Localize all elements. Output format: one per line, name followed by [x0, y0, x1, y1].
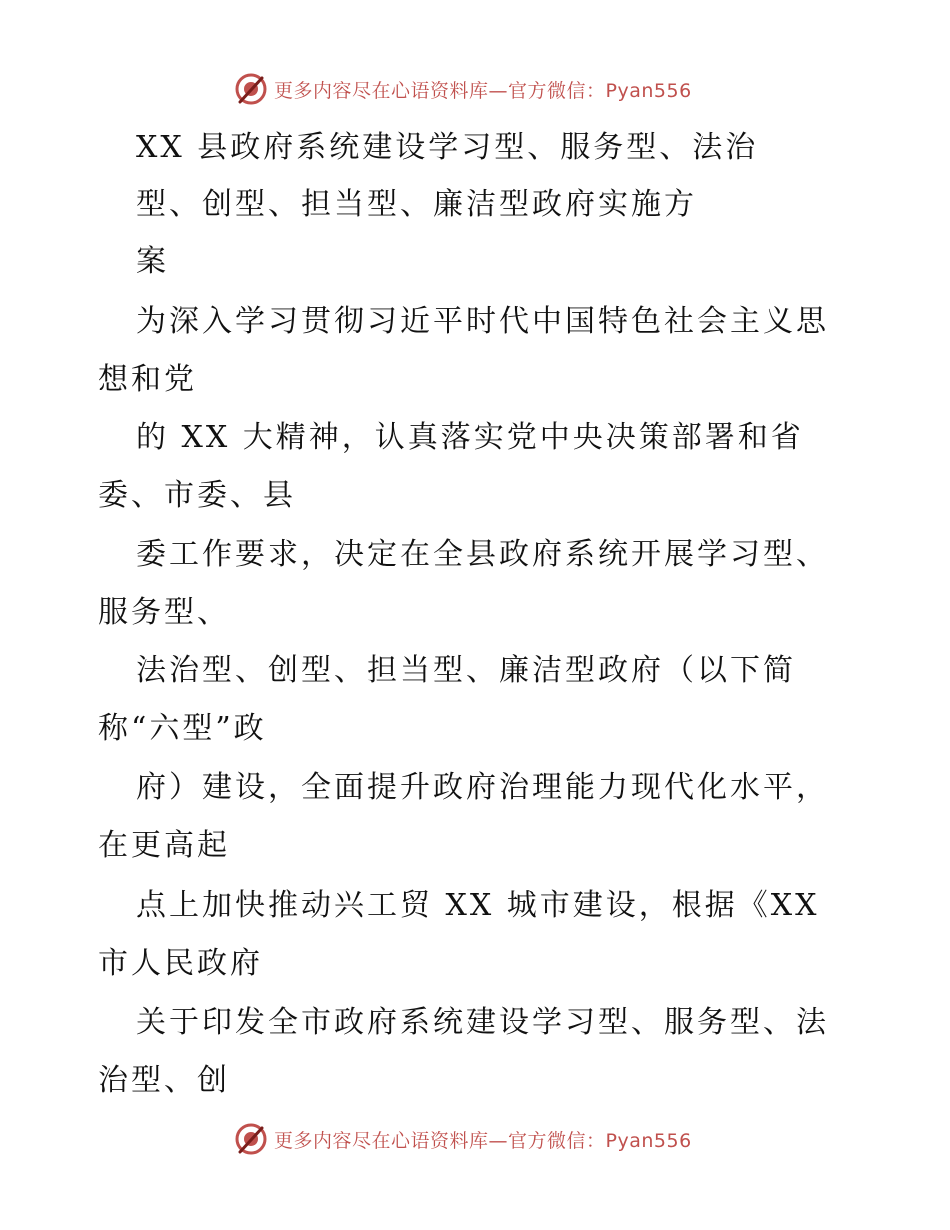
document-title-line-1: XX 县政府系统建设学习型、服务型、法治 [136, 130, 759, 165]
body-line: 治型、创 [98, 1063, 230, 1098]
watermark-footer [234, 1122, 692, 1156]
document-title-line-3: 案 [136, 244, 169, 279]
body-line: 委工作要求，决定在全县政府系统开展学习型、 [136, 537, 829, 572]
body-line: 府）建设，全面提升政府治理能力现代化水平， [136, 770, 829, 805]
body-line: 点上加快推动兴工贸 XX 城市建设，根据《XX [136, 888, 820, 923]
watermark-text: 更多内容尽在心语资料库—官方微信：Pyan556 [274, 79, 692, 102]
body-line: 委、市委、县 [98, 478, 296, 513]
body-line: 在更高起 [98, 828, 230, 863]
body-line: 市人民政府 [98, 946, 263, 981]
quill-logo-icon [234, 72, 268, 106]
watermark-text: 更多内容尽在心语资料库—官方微信：Pyan556 [274, 1129, 692, 1152]
body-line: 为深入学习贯彻习近平时代中国特色社会主义思 [136, 304, 829, 339]
document-title-line-2: 型、创型、担当型、廉洁型政府实施方 [136, 187, 697, 222]
body-line: 的 XX 大精神，认真落实党中央决策部署和省 [136, 420, 804, 455]
body-line: 关于印发全市政府系统建设学习型、服务型、法 [136, 1005, 829, 1040]
body-line: 服务型、 [98, 595, 230, 630]
watermark-header [234, 72, 692, 106]
body-line: 想和党 [98, 362, 197, 397]
body-line: 称“六型”政 [98, 711, 267, 746]
quill-logo-icon [234, 1122, 268, 1156]
body-line: 法治型、创型、担当型、廉洁型政府（以下简 [136, 653, 796, 688]
